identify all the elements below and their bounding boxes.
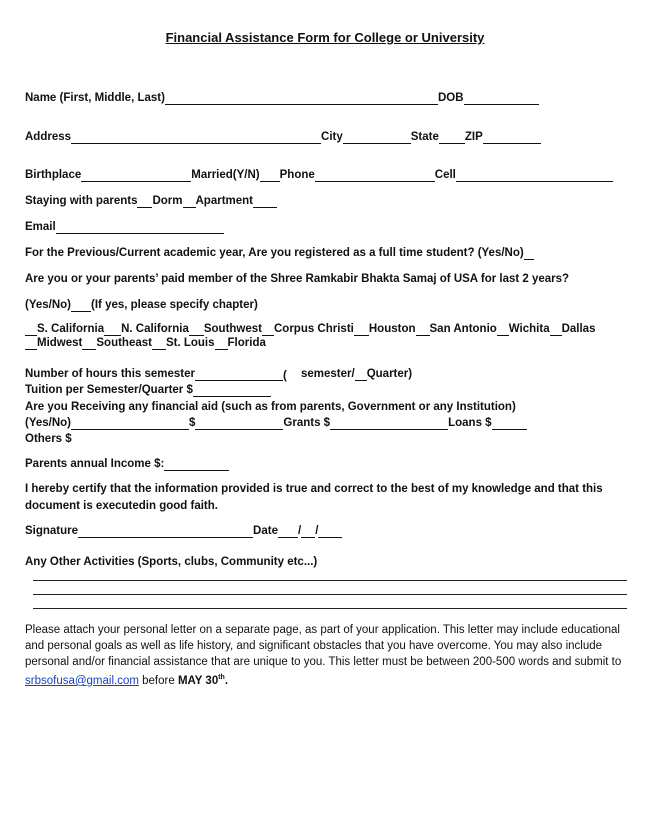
chapter-option: St. Louis [165, 337, 215, 349]
date-sep: / [315, 525, 319, 537]
activities-line[interactable] [33, 608, 627, 609]
contact-email-link[interactable]: srbsofusa@gmail.com [25, 674, 139, 687]
note-before: before [138, 674, 178, 687]
city-label: City [321, 131, 343, 143]
chapter-option: S. California [37, 323, 105, 335]
aid-yesno-field[interactable] [71, 417, 189, 430]
chapter-checkbox[interactable] [262, 323, 274, 336]
birthplace-row [25, 168, 613, 182]
chapter-checkbox[interactable] [25, 323, 37, 336]
name-row [25, 91, 539, 105]
hours-row: Number of hours this semester ( semester/ Quarter) [25, 368, 413, 382]
name-field[interactable] [165, 92, 438, 105]
activities-line[interactable] [33, 580, 627, 581]
name-label: Name (First, Middle, Last) [25, 92, 165, 104]
married-label: Married(Y/N) [191, 169, 260, 181]
signature-label: Signature [25, 525, 79, 537]
dob-field[interactable] [464, 92, 539, 105]
staying-field[interactable] [137, 195, 152, 208]
chapter-option: Florida [227, 337, 266, 349]
chapters-row-2 [25, 336, 266, 350]
state-field[interactable] [439, 131, 465, 144]
deadline-period: . [224, 674, 229, 687]
date-day-field[interactable] [301, 525, 315, 538]
member-yesno-field[interactable] [71, 299, 91, 312]
email-label: Email [25, 221, 56, 233]
chapter-checkbox[interactable] [152, 337, 166, 350]
chapter-option: Houston [368, 323, 416, 335]
others-label: Others $ [25, 433, 72, 445]
hours-field[interactable] [195, 368, 283, 381]
date-month-field[interactable] [278, 525, 298, 538]
chapter-checkbox[interactable] [416, 323, 430, 336]
income-row [25, 457, 229, 471]
address-label: Address [25, 131, 72, 143]
activities-label: Any Other Activities (Sports, clubs, Community etc...) [25, 556, 318, 568]
note-text: Please attach your personal letter on a separate page, as part of your application. This letter may include educational and personal goals as well as life history, and significant obstacles that you have overcome. You may also include personal and/or financial assistance that are unique to you. This letter must be between 200-500 words and submit to [25, 624, 622, 668]
date-label: Date [253, 525, 278, 537]
chapter-option: San Antonio [429, 323, 497, 335]
date-year-field[interactable] [318, 525, 342, 538]
chapter-checkbox[interactable] [189, 323, 204, 336]
chapter-checkbox[interactable] [354, 323, 369, 336]
apartment-field[interactable] [253, 195, 277, 208]
email-field[interactable] [56, 221, 224, 234]
others-row [25, 432, 72, 446]
date-sep: / [297, 525, 302, 537]
signature-field[interactable] [78, 525, 253, 538]
chapter-option: Southwest [203, 323, 262, 335]
city-field[interactable] [343, 131, 411, 144]
aid-yesno-label: (Yes/No) [25, 417, 72, 429]
birthplace-label: Birthplace [25, 169, 82, 181]
address-row [25, 130, 541, 144]
instructions-note [25, 622, 630, 689]
email-row [25, 220, 224, 234]
quarter-checkbox[interactable] [355, 368, 367, 381]
fulltime-row [25, 246, 534, 260]
dollar-label: $ [189, 417, 196, 429]
zip-label: ZIP [464, 131, 483, 143]
aid-question: Are you Receiving any financial aid (such as from parents, Government or any Institution) [25, 401, 516, 413]
chapter-label: (If yes, please specify chapter) [91, 299, 258, 311]
tuition-row [25, 383, 271, 397]
chapter-checkbox[interactable] [25, 337, 37, 350]
chapter-checkbox[interactable] [497, 323, 509, 336]
dorm-label: Dorm [152, 195, 183, 207]
loans-field[interactable] [492, 417, 527, 430]
semester-label: semester/ [300, 368, 355, 380]
income-label: Parents annual Income $: [25, 458, 165, 470]
dob-label: DOB [437, 92, 464, 104]
cell-field[interactable] [456, 169, 613, 182]
tuition-field[interactable] [193, 384, 271, 397]
quarter-label: Quarter) [366, 368, 413, 380]
certify-line-2: document is executedin good faith. [25, 500, 218, 512]
aid-amount-field[interactable] [195, 417, 283, 430]
chapter-option: N. California [121, 323, 189, 335]
birthplace-field[interactable] [81, 169, 191, 182]
hours-label: Number of hours this semester [25, 368, 195, 380]
chapters-row-1 [25, 322, 595, 336]
chapter-option: Dallas [561, 323, 596, 335]
deadline [178, 675, 228, 687]
income-field[interactable] [164, 458, 229, 471]
cell-label: Cell [434, 169, 456, 181]
apartment-label: Apartment [195, 195, 254, 207]
chapter-checkbox[interactable] [104, 323, 121, 336]
chapter-option: Midwest [37, 337, 83, 349]
chapter-checkbox[interactable] [215, 337, 228, 350]
aid-row [25, 416, 527, 430]
deadline-date: MAY 30 [177, 674, 219, 687]
signature-row [25, 524, 342, 538]
phone-label: Phone [279, 169, 315, 181]
member-yesno-label: (Yes/No) [25, 299, 72, 311]
address-field[interactable] [71, 131, 321, 144]
zip-field[interactable] [483, 131, 541, 144]
member-question: Are you or your parents’ paid member of the Shree Ramkabir Bhakta Samaj of USA for last 2 years? [25, 273, 570, 285]
married-field[interactable] [260, 169, 280, 182]
grants-label: Grants $ [283, 417, 331, 429]
fulltime-field[interactable] [524, 247, 534, 260]
tuition-label: Tuition per Semester/Quarter $ [25, 384, 193, 396]
fulltime-question: For the Previous/Current academic year, Are you registered as a full time student? (Yes/No) [25, 247, 524, 259]
dorm-field[interactable] [183, 195, 196, 208]
chapter-row [25, 298, 258, 312]
chapter-option: Corpus Christi [273, 323, 354, 335]
grants-field[interactable] [330, 417, 448, 430]
activities-line[interactable] [33, 594, 627, 595]
chapter-option: Wichita [508, 323, 550, 335]
certify-line-1: I hereby certify that the information provided is true and correct to the best of my knowledge and that this [25, 483, 603, 495]
form-title: Financial Assistance Form for College or University [165, 30, 485, 45]
chapter-option: Southeast [96, 337, 152, 349]
staying-label: Staying with parents [25, 195, 138, 207]
phone-field[interactable] [315, 169, 435, 182]
chapter-checkbox[interactable] [82, 337, 96, 350]
loans-label: Loans $ [448, 417, 492, 429]
staying-row [25, 194, 277, 208]
state-label: State [410, 131, 439, 143]
deadline-suffix: th [218, 674, 225, 681]
chapter-checkbox[interactable] [550, 323, 562, 336]
